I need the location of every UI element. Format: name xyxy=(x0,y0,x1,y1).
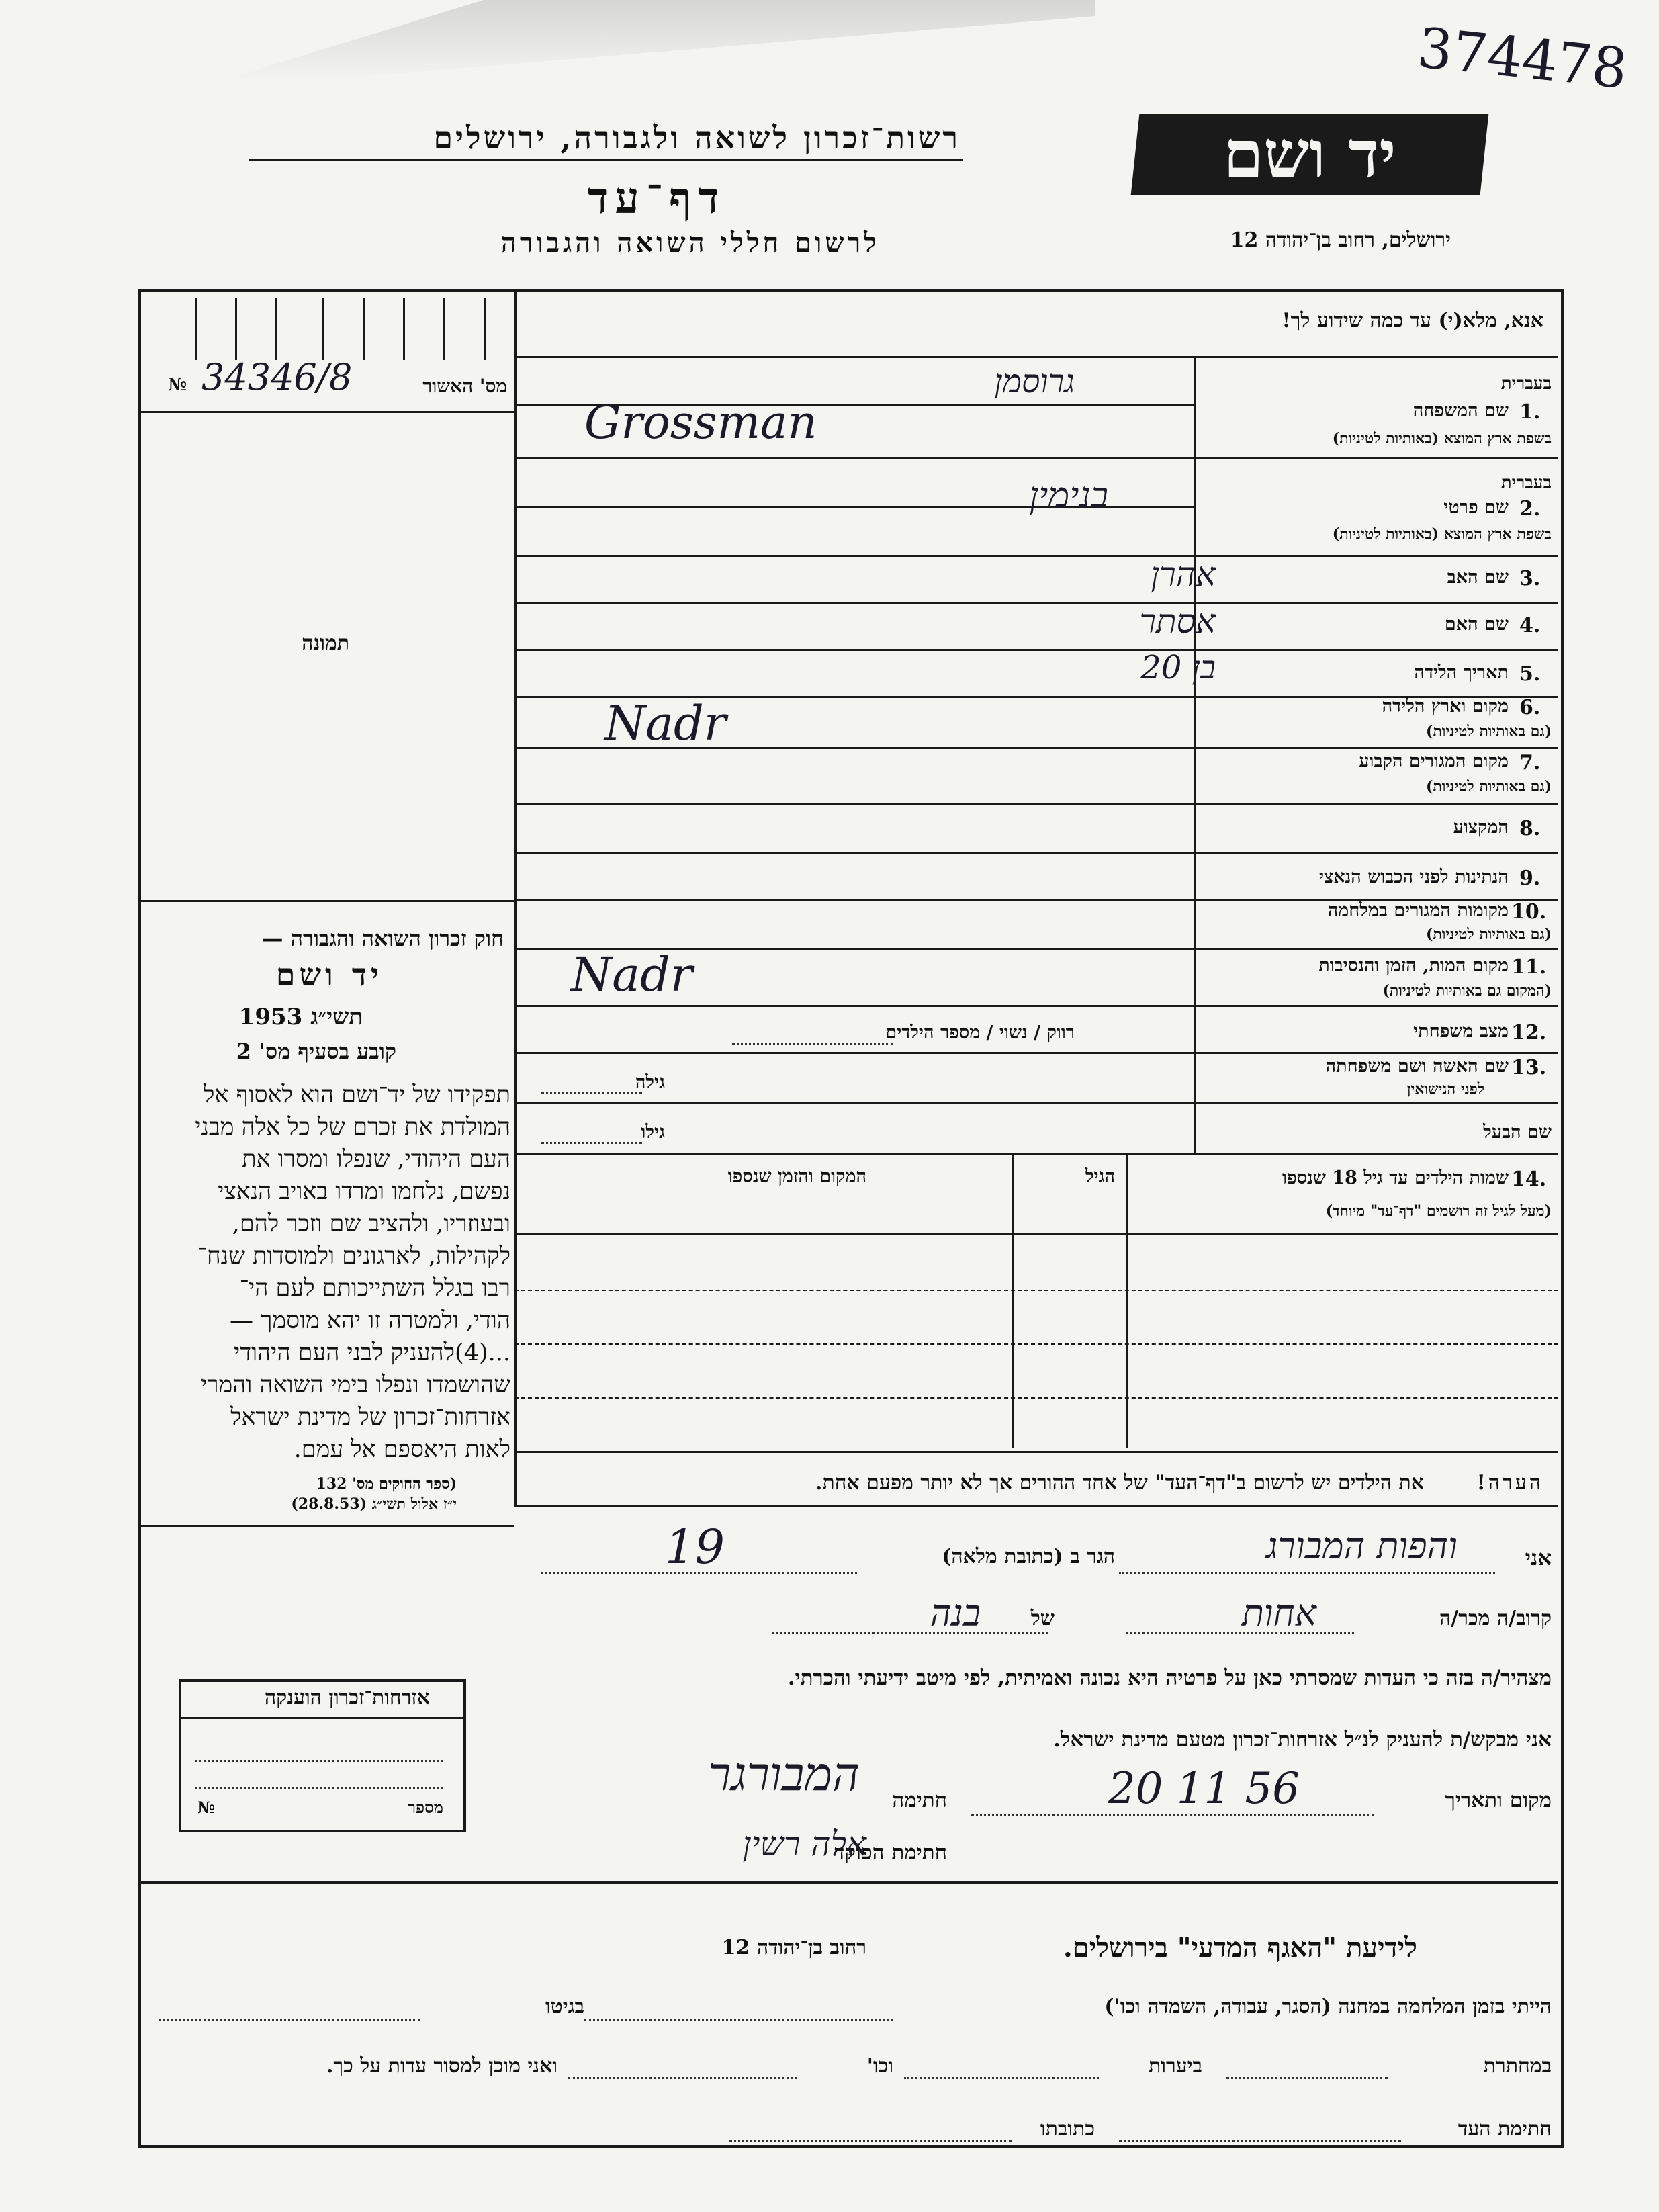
of-line[interactable] xyxy=(772,1632,1048,1634)
field-row-divider xyxy=(514,1005,1558,1007)
children-row-line xyxy=(514,1343,1558,1345)
form-title: דף־עד xyxy=(587,173,725,224)
tick-6 xyxy=(403,298,405,360)
field-5-value[interactable]: בן 20 xyxy=(1140,649,1216,687)
law-ref-1: (ספר החוקים מס' 132 xyxy=(316,1475,457,1493)
place-date-line[interactable] xyxy=(971,1814,1374,1816)
citizenship-box-line xyxy=(195,1787,443,1789)
field-1-sub: בשפת ארץ המוצא (באותיות לטיניות) xyxy=(1332,430,1552,447)
field-1-hebrew-tag: בעברית xyxy=(1500,373,1552,394)
field-row-divider xyxy=(514,555,1558,557)
law-text-line: לאות היאספם אל עמם. xyxy=(294,1436,510,1463)
org-line: רשות־זכרון לשואה ולגבורה, ירושלים xyxy=(433,120,960,156)
field-3-label: שם האב xyxy=(1447,567,1509,588)
tick-5 xyxy=(363,298,365,360)
tick-4 xyxy=(322,298,324,360)
tick-3 xyxy=(275,298,277,360)
children-row-line xyxy=(514,1397,1558,1399)
law-text-line: ובעוזריו, ולהציב שם וזכר להם, xyxy=(232,1210,510,1237)
officer-signature-value[interactable]: אלה רשין xyxy=(742,1824,866,1863)
field-2-hebrew-tag: בעברית xyxy=(1500,473,1552,493)
tick-1 xyxy=(195,298,197,360)
footer-witness-sig-label: חתימת העד xyxy=(1458,2117,1552,2141)
footer-witness-sig-fill[interactable] xyxy=(1119,2140,1401,2142)
law-text-line: תפקידו של יד־ושם הוא לאסוף אל xyxy=(204,1081,510,1108)
field-row-divider xyxy=(514,602,1558,604)
footer-underground-label: במחתרת xyxy=(1483,2054,1552,2078)
law-text-line: הודי, ולמטרה זו יהא מוסמך — xyxy=(230,1307,510,1334)
field-13-sub: לפני הנישואין xyxy=(1406,1080,1484,1098)
archive-number: 374478 xyxy=(1414,15,1631,102)
children-label: שמות הילדים עד גיל 18 שנספו xyxy=(1282,1167,1509,1188)
field-12-label: מצב משפחתי xyxy=(1413,1021,1509,1042)
citizenship-box-line xyxy=(195,1760,443,1762)
footer-forests-label: ביערות xyxy=(1148,2054,1202,2078)
field-5-label: תאריך הלידה xyxy=(1414,662,1509,683)
children-header-divider xyxy=(514,1233,1558,1235)
field-7-sub: (גם באותיות לטיניות) xyxy=(1425,778,1552,795)
field-row-divider xyxy=(514,457,1558,459)
law-text-line: אזרחות־זכרון של מדינת ישראל xyxy=(230,1404,510,1431)
cert-no-value: 34346/8 xyxy=(201,356,353,398)
law-section: קובע בסעיף מס' 2 xyxy=(236,1038,396,1064)
field-11-label: מקום המות, הזמן והנסיבות xyxy=(1318,955,1509,976)
footer-etc-fill[interactable] xyxy=(568,2077,797,2079)
footer-forests-fill[interactable] xyxy=(904,2077,1099,2079)
instruction-text: אנא, מלא(י) עד כמה שידוע לך! xyxy=(1282,309,1543,333)
tick-7 xyxy=(443,298,445,360)
photo-divider xyxy=(138,900,514,902)
signature-value[interactable]: המבורגר xyxy=(707,1746,860,1802)
cert-no-prefix: № xyxy=(168,375,187,395)
field-1-hebrew-value[interactable]: גרוסמן xyxy=(994,363,1075,400)
field-9-number: 9. xyxy=(1519,867,1541,890)
note-text: את הילדים יש לרשום ב"דף־העד" של אחד ההורים אך לא יותר מפעם אחת. xyxy=(815,1471,1424,1495)
footer-camp-fill[interactable] xyxy=(584,2019,893,2021)
footer-divider xyxy=(138,1881,1558,1884)
law-text-line: שהושמדו ונפלו בימי השואה והמרי xyxy=(201,1372,510,1399)
field-10-number: 10. xyxy=(1511,900,1547,924)
place-date-value[interactable]: 20 11 56 xyxy=(1108,1764,1300,1814)
sidebar-bottom xyxy=(138,1525,514,1527)
label-column-divider xyxy=(1194,356,1196,1153)
footer-title: לידיעת "האגף המדעי" בירושלים. xyxy=(1063,1932,1417,1963)
field-13-label: שם האשה ושם משפחתה xyxy=(1325,1056,1509,1077)
sidebar-divider xyxy=(514,289,517,1505)
declaration-i-label: אני xyxy=(1525,1545,1552,1570)
declaration-request: אני מבקש/ת להעניק לנ״ל אזרחות־זכרון מטעם מדינת ישראל. xyxy=(1053,1728,1552,1752)
field-10-sub: (גם באותיות לטיניות) xyxy=(1425,926,1552,943)
tick-8 xyxy=(484,298,486,360)
children-age-header: הגיל xyxy=(1085,1166,1115,1187)
instruction-divider xyxy=(514,356,1558,358)
law-text-line: לקהילות, לארגונים ולמוסדות שנח־ xyxy=(197,1243,510,1270)
children-number: 14. xyxy=(1511,1167,1547,1191)
note-label: הערה! xyxy=(1476,1471,1543,1495)
field-1-number: 1. xyxy=(1519,400,1541,424)
field-6-label: מקום וארץ הלידה xyxy=(1382,696,1509,717)
law-title: חוק זכרון השואה והגבורה — xyxy=(261,926,504,951)
form-subtitle: לרשום חללי השואה והגבורה xyxy=(500,227,880,259)
field-row-divider xyxy=(514,649,1558,651)
footer-witness-addr-label: כתובתו xyxy=(1040,2117,1095,2141)
officer-signature-label: חתימת הפוקד xyxy=(834,1841,947,1865)
husband-age-line[interactable] xyxy=(541,1142,642,1144)
field-2-sub: בשפת ארץ המוצא (באותיות לטיניות) xyxy=(1332,525,1552,543)
cert-no-label: מס' האשור xyxy=(422,375,507,397)
footer-ghetto-fill[interactable] xyxy=(159,2019,420,2021)
field-4-number: 4. xyxy=(1519,614,1541,637)
header-address: ירושלים, רחוב בן־יהודה 12 xyxy=(1230,228,1451,252)
field-10-label: מקומות המגורים במלחמה xyxy=(1327,900,1509,921)
field-7-number: 7. xyxy=(1519,751,1541,775)
field-row-divider xyxy=(514,803,1558,805)
law-year: תשי״ג 1953 xyxy=(238,1004,363,1030)
field-7-label: מקום המגורים הקבוע xyxy=(1359,751,1509,772)
field-1-label: שם המשפחה xyxy=(1413,400,1509,421)
footer-address: רחוב בן־יהודה 12 xyxy=(721,1936,866,1959)
citizenship-box-title: אזרחות־זכרון הוענקה xyxy=(264,1686,430,1710)
field-2-hebrew-value[interactable]: בנימין xyxy=(1029,474,1108,517)
children-sub: (מעל לגיל זה רושמים "דף־עד" מיוחד) xyxy=(1325,1202,1552,1220)
children-row-line xyxy=(514,1290,1558,1291)
cert-divider xyxy=(138,411,514,413)
logo-text: יד ושם xyxy=(1223,116,1396,192)
field-2-number: 2. xyxy=(1519,497,1541,521)
children-bottom xyxy=(514,1451,1558,1453)
footer-underground-fill[interactable] xyxy=(1226,2077,1388,2079)
footer-etc-label: וכו' xyxy=(866,2054,893,2078)
citizenship-box-divider xyxy=(179,1717,463,1719)
law-text-line: רבו בגלל השתייכותם לעם הי־ xyxy=(239,1275,510,1302)
field-6-sub: (גם באותיות לטיניות) xyxy=(1425,723,1552,740)
scan-shadow xyxy=(222,0,1095,81)
tick-2 xyxy=(235,298,237,360)
children-col-divider xyxy=(1126,1153,1128,1448)
law-text-line: ...(4)להעניק לבני העם היהודי xyxy=(234,1339,510,1366)
declarant-name-value[interactable]: והפות המבורג xyxy=(1265,1525,1458,1567)
relation-line[interactable] xyxy=(1126,1632,1354,1634)
resides-label: הגר ב (כתובת מלאה) xyxy=(942,1545,1115,1568)
place-date-label: מקום ותאריך xyxy=(1445,1788,1552,1812)
field-11-latin-value[interactable]: Nadr xyxy=(571,947,693,1002)
field-4-label: שם האם xyxy=(1444,614,1509,635)
of-label: של xyxy=(1030,1607,1055,1630)
field-9-label: הנתינות לפני הכבוש הנאצי xyxy=(1318,867,1509,887)
law-text-line: המולדת את זכרם של כל אלה מבני xyxy=(195,1114,510,1141)
wife-age-line[interactable] xyxy=(541,1092,642,1094)
footer-ghetto-label: בגיטו xyxy=(545,1995,584,2019)
field-3-hebrew-value[interactable]: אהרן xyxy=(1151,555,1216,594)
children-place-header: המקום והזמן שנספו xyxy=(727,1166,866,1187)
relative-label: קרוב/ה מכר/ה xyxy=(1439,1607,1552,1630)
footer-camp-line: הייתי בזמן המלחמה במחנה (הסגר, עבודה, השמדה וכו') xyxy=(1104,1995,1552,2019)
field-3-number: 3. xyxy=(1519,567,1541,590)
of-value[interactable]: בנה xyxy=(930,1592,981,1634)
field-11-sub: (המקום גם באותיות לטיניות) xyxy=(1382,982,1552,1000)
footer-witness-addr-fill[interactable] xyxy=(729,2140,1012,2142)
field-row-divider xyxy=(514,1052,1558,1054)
children-col-divider xyxy=(1012,1153,1014,1448)
field-1-latin-value[interactable]: Grossman xyxy=(584,396,817,449)
field-2-label: שם פרטי xyxy=(1443,497,1509,518)
field-row-divider xyxy=(514,1153,1558,1155)
law-text-line: העם היהודי, שנפלו ומסרו את xyxy=(242,1146,510,1173)
org-underline xyxy=(249,159,963,161)
photo-label: תמונה xyxy=(302,631,349,655)
field-6-number: 6. xyxy=(1519,696,1541,719)
field-12-options: רווק / נשוי / מספר הילדים xyxy=(885,1022,1075,1043)
field-11-number: 11. xyxy=(1511,955,1547,979)
wife-age-label: גילה xyxy=(635,1072,665,1093)
field-5-number: 5. xyxy=(1519,662,1541,686)
field-row-divider xyxy=(514,1102,1558,1104)
law-name: יד ושם xyxy=(275,957,383,993)
footer-willing-text: ואני מוכן למסור עדות על כך. xyxy=(326,2054,557,2078)
law-text-line: נפשם, נלחמו ומרדו באויב הנאצי xyxy=(218,1178,510,1205)
citizenship-number-label: מספר xyxy=(408,1798,443,1817)
address-value[interactable]: 19 xyxy=(665,1519,725,1575)
husband-age-label: גילו xyxy=(641,1122,665,1143)
husband-name-label: שם הבעל xyxy=(1483,1122,1552,1143)
relation-value[interactable]: אחות xyxy=(1241,1592,1316,1634)
field-12-fill-line[interactable] xyxy=(732,1043,893,1045)
field-8-label: המקצוע xyxy=(1453,817,1509,838)
declaration-statement: מצהיר/ה בזה כי העדות שמסרתי כאן על פרטיה היא נכונה ואמיתית, לפי מיטב ידיעתי והכרתי. xyxy=(787,1666,1552,1690)
field-6-latin-value[interactable]: Nadr xyxy=(604,696,727,751)
field-row-divider xyxy=(514,852,1558,854)
field-13-number: 13. xyxy=(1511,1056,1547,1079)
field-8-number: 8. xyxy=(1519,817,1541,840)
signature-label: חתימה xyxy=(892,1788,947,1812)
note-bottom xyxy=(514,1505,1558,1507)
law-ref-2: י״ז אלול תשי״ג (28.8.53) xyxy=(291,1495,457,1513)
field-12-number: 12. xyxy=(1511,1021,1547,1045)
field-4-hebrew-value[interactable]: אסתר xyxy=(1139,602,1216,641)
citizenship-number-prefix: № xyxy=(197,1798,216,1817)
declarant-name-line[interactable] xyxy=(1119,1572,1495,1574)
